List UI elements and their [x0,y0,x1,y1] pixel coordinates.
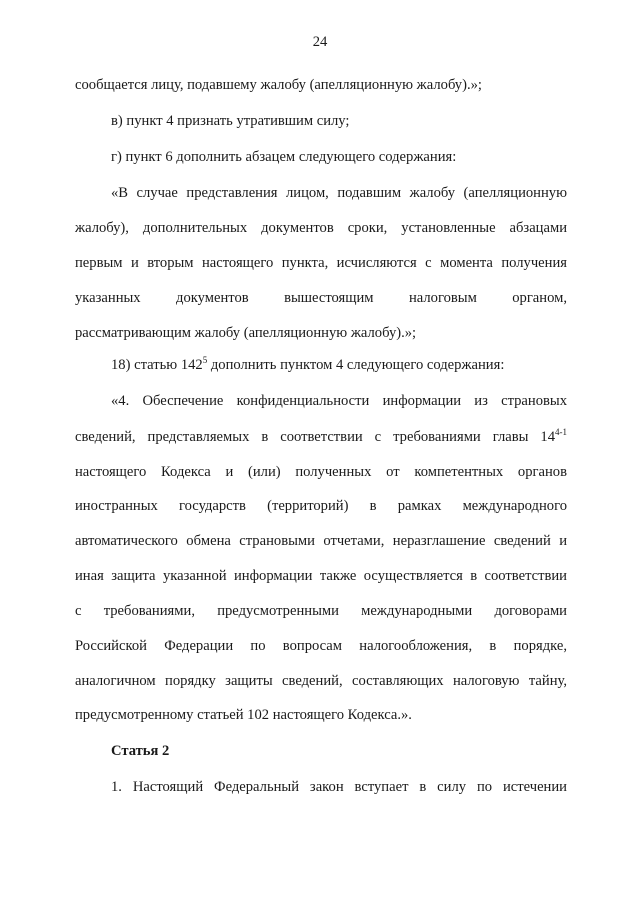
article-heading: Статья 2 [111,743,170,759]
text-line: г) пункт 6 дополнить абзацем следующего содержания: [111,149,457,165]
text-line: 1. Настоящий Федеральный закон вступает в силу по истечении [111,779,567,795]
text-line: иностранных государств (территорий) в рамках международного [75,498,567,514]
text-before: 18) статью 142 [111,357,203,373]
text-line: предусмотренному статьей 102 настоящего Кодекса.». [75,707,412,723]
text-line: указанных документов вышестоящим налоговым органом, [75,290,567,306]
page-number: 24 [312,34,328,50]
text-line: автоматического обмена страновыми отчетами, неразглашение сведений и [75,533,567,549]
text-line: настоящего Кодекса и (или) полученных от компетентных органов [75,464,567,480]
text-line-with-superscript [75,428,567,446]
text-before: сведений, представляемых в соответствии с требованиями главы 14 [75,429,555,445]
text-line: рассматривающим жалобу (апелляционную жалобу).»; [75,325,417,341]
text-line: сообщается лицу, подавшему жалобу (апелляционную жалобу).»; [75,77,482,93]
text-line: с требованиями, предусмотренными международными договорами [75,603,567,619]
superscript: 5 [202,355,208,366]
text-line: иная защита указанной информации также осуществляется в соответствии [75,568,567,584]
text-after: дополнить пунктом 4 следующего содержания: [207,357,505,373]
text-line: в) пункт 4 признать утратившим силу; [111,113,350,129]
text-line: первым и вторым настоящего пункта, исчисляются с момента получения [75,255,567,271]
text-line: Российской Федерации по вопросам налогообложения, в порядке, [75,638,567,654]
text-line: аналогичном порядку защиты сведений, составляющих налоговую тайну, [75,673,567,689]
text-line-with-superscript [111,356,567,374]
text-line: «4. Обеспечение конфиденциальности информации из страновых [111,393,567,409]
text-line: жалобу), дополнительных документов сроки, установленные абзацами [75,220,567,236]
superscript: 4-1 [555,427,567,438]
text-line: «В случае представления лицом, подавшим жалобу (апелляционную [111,185,567,201]
